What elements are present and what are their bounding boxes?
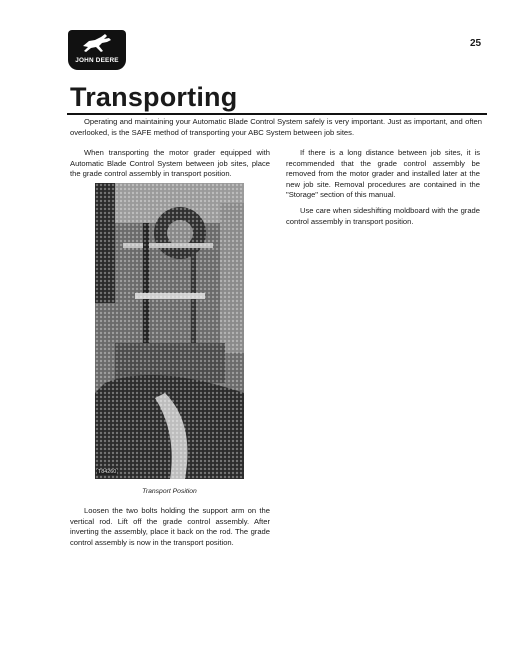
transport-position-paragraph: When transporting the motor grader equipped with Automatic Blade Control System between job sites, place the grade control assembly in transport position. (70, 148, 270, 179)
page-title: Transporting (70, 82, 238, 112)
leaping-deer-icon (80, 32, 114, 54)
transport-procedure-paragraph: Loosen the two bolts holding the support arm on the vertical rod. Lift off the grade control assembly. After inverting the assembly, place it back on the rod. The grade control assembly is now in the transport position. (70, 506, 270, 547)
logo-text: JOHN DEERE (75, 57, 119, 64)
page-number: 25 (470, 38, 482, 49)
title-rule (67, 113, 487, 115)
john-deere-logo (68, 30, 126, 70)
transport-position-photo (95, 183, 244, 479)
photo-caption: Transport Position (142, 488, 197, 495)
sideshift-caution-paragraph: Use care when sideshifting moldboard with the grade control assembly in transport position. (286, 206, 480, 226)
photo-reference-id: T84260 (98, 469, 117, 475)
long-distance-paragraph: If there is a long distance between job sites, it is recommended that the grade control assembly be removed from the motor grader and installed later at the new job site. Removal procedures are contained in the "Storage" section of this manual. (286, 148, 480, 200)
intro-paragraph: Operating and maintaining your Automatic Blade Control System safely is very important. Just as important, and often overlooked, is the SAFE method of transporting your ABC System between job sites. (70, 117, 482, 137)
